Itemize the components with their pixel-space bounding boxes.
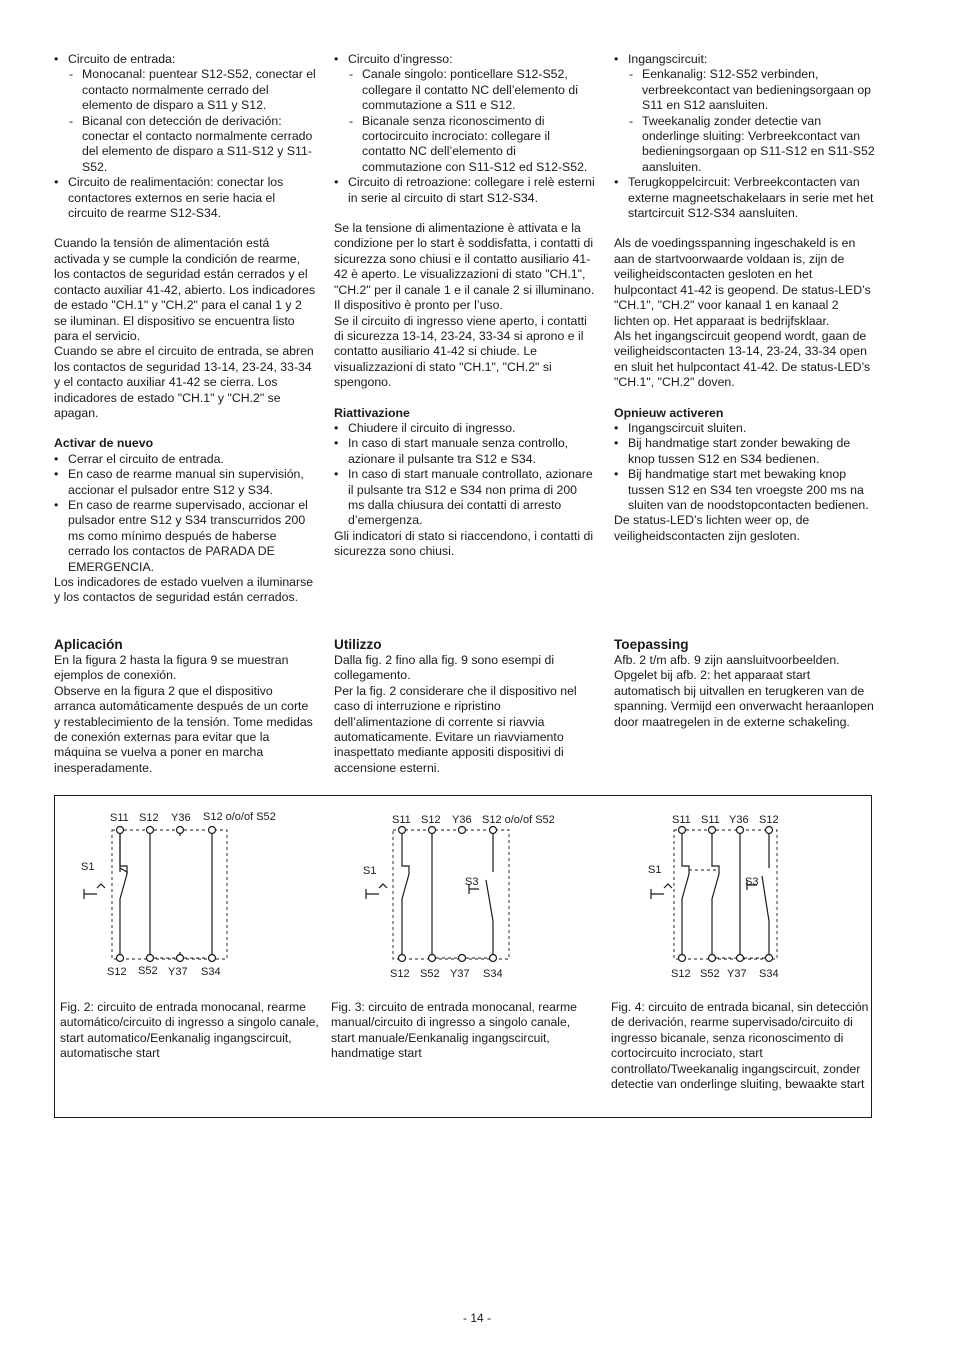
list-item: • Circuito d’ingresso: - Canale singolo: ponticellare S12-S52, collegare il contatto NC dell’elemento di commutazione a S11 e S12. - Bicanale senza riconoscimento di cortocircuito incrociato: collegare il contatto NC dell’elemento di commutazione con S11-S12 ed S12-S52. <box>334 52 596 175</box>
terminal-label: S34 <box>483 968 503 980</box>
input-circuit-list <box>614 52 876 221</box>
column-spanish <box>54 52 316 606</box>
wire <box>120 834 127 874</box>
terminal-label: S34 <box>759 968 779 980</box>
figures-box <box>54 795 872 1118</box>
input-circuit-list <box>54 52 316 221</box>
list-item: • In caso di start manuale controllato, azionare il pulsante tra S12 e S34 non prima di 200 ms dalla chiusura dei contatti di arresto d’emergenza. <box>334 467 596 529</box>
list-item: • Ingangscircuit: - Eenkanalig: S12-S52 verbinden, verbreekcontact van bedieningsorgaan op S11 en S12 aansluiten. - Tweekanalig zonder detectie van onderlinge sluiting: Verbreekcontact van bedieningsorgaan op S11-S12 en S11-S52 aansluiten. <box>614 52 876 175</box>
list-item: • Terugkoppelcircuit: Verbreekcontacten van externe magneetschakelaars in serie met het startcircuit S12-S34 aansluiten. <box>614 175 876 221</box>
terminal-label: Y36 <box>452 814 472 826</box>
terminal-circle <box>766 955 773 962</box>
terminal-circle <box>147 827 154 834</box>
restart-heading: Activar de nuevo <box>54 436 154 451</box>
switch-label: S3 <box>745 876 759 888</box>
s1-actuator <box>366 884 387 899</box>
figure-caption: Fig. 3: circuito de entrada monocanal, rearme manual/circuito di ingresso a singolo canale, start manuale/Eenkanalig ingangscircuit, handmatige start <box>331 1000 577 1061</box>
paragraph: De status-LED’s lichten weer op, de veiligheidscontacten zijn gesloten. <box>614 513 810 543</box>
list-item: - Canale singolo: ponticellare S12-S52, collegare il contatto NC dell’elemento di commutazione a S11 e S12. <box>348 67 596 113</box>
terminal-label: S12 <box>759 814 779 826</box>
switch-contact <box>712 834 719 954</box>
terminal-label: Y37 <box>450 968 470 980</box>
paragraph: Per la fig. 2 considerare che il dispositivo nel caso di interruzione e ripristino dell’alimentazione di corrente si riavvia automaticamente. Evitare un riavviamento inaspettato mediante appositi dispositivi di accensione esterni. <box>334 683 577 775</box>
restart-heading: Riattivazione <box>334 405 410 420</box>
application-section-dutch <box>614 637 876 730</box>
terminal-circle <box>459 955 466 962</box>
section-heading: Aplicación <box>54 637 123 652</box>
list-item: - Eenkanalig: S12-S52 verbinden, verbreekcontact van bedieningsorgaan op S11 en S12 aansluiten. <box>628 67 876 113</box>
figure-caption: Fig. 4: circuito de entrada bicanal, sin detección de derivación, rearme supervisado/circuito di ingresso bicanale, senza riconoscimento di cortocircuito incrociato, start controllato/Tweekanalig ingangscircuit, zonder detectie van onderlinge sluiting, bewaakte start <box>611 1000 869 1092</box>
page-number: - 14 - <box>462 1311 491 1325</box>
list-item: • Bij handmatige start met bewaking knop tussen S12 en S34 ten vroegste 200 ms na sluiten van de noodstopcontacten bedienen. <box>614 467 876 513</box>
terminal-label: S52 <box>700 968 720 980</box>
paragraph: Als de voedingsspanning ingeschakeld is en aan de startvoorwaarde voldaan is, zijn de veiligheidscontacten gesloten en het hulpcontact 41-42 is geopend. De status-LED’s "CH.1", "CH.2" voor kanaal 1 en kanaal 2 lichten op. Het apparaat is bedrijfsklaar. <box>614 236 871 328</box>
figure-caption: Fig. 2: circuito de entrada monocanal, rearme automático/circuito di ingresso a singolo canale, start automatico/Eenkanalig ingangscircuit, automatische start <box>60 1000 319 1061</box>
terminal-circle <box>490 955 497 962</box>
paragraph: Se la tensione di alimentazione è attivata e la condizione per lo start è soddisfatta, i contatti di sicurezza sono chiusi e il contatto ausiliario 41-42 è aperto. Le visualizzazioni di stato "CH.1", "CH.2" per il canale 1 e il canale 2 si illuminano. Il dispositivo è pronto per l’uso. <box>334 221 595 313</box>
terminal-circle <box>709 827 716 834</box>
restart-list <box>54 452 316 575</box>
list-item: - Bicanale senza riconoscimento di cortocircuito incrociato: collegare il contatto NC dell’elemento di commutazione con S11-S12 ed S12-S52. <box>348 114 596 176</box>
list-item: - Bicanal con detección de derivación: conectar el contacto normalmente cerrado del elemento de disparo a S11-S12 y S11-S52. <box>68 114 316 176</box>
terminal-circle <box>399 955 406 962</box>
terminal-label: S52 <box>420 968 440 980</box>
terminal-label: Y36 <box>729 814 749 826</box>
restart-list <box>334 421 596 529</box>
terminal-circle <box>459 827 466 834</box>
switch-label: S1 <box>648 864 662 876</box>
paragraph: Se il circuito di ingresso viene aperto, i contatti di sicurezza 13-14, 23-24, 33-34 si aprono e il contatto ausiliario 41-42 si chiude. Le visualizzazioni di stato "CH.1", "CH.2" si spengono. <box>334 313 587 390</box>
terminal-label: S12 <box>390 968 410 980</box>
list-item: - Monocanal: puentear S12-S52, conectar el contacto normalmente cerrado del elemento de disparo a S11 y S12. <box>68 67 316 113</box>
application-section-italian <box>334 637 596 776</box>
fig3-diagram <box>366 827 509 962</box>
terminal-label: S12 o/o/of S52 <box>203 811 276 823</box>
terminal-circle <box>209 827 216 834</box>
fig4-device-outline <box>674 830 777 959</box>
switch-contact <box>120 874 127 954</box>
fig2-device-outline <box>112 830 227 959</box>
paragraph: Gli indicatori di stato si riaccendono, i contatti di sicurezza sono chiusi. <box>334 528 594 559</box>
list-item: • Circuito di retroazione: collegare i relè esterni in serie al circuito di start S12-S34. <box>334 175 596 206</box>
terminal-circle <box>679 955 686 962</box>
switch-label: S1 <box>363 865 377 877</box>
restart-list <box>614 421 876 513</box>
input-circuit-list <box>334 52 596 206</box>
terminal-label: S11 <box>392 814 411 826</box>
list-item: • Ingangscircuit sluiten. <box>614 421 876 436</box>
terminal-circle <box>709 955 716 962</box>
paragraph: Cuando la tensión de alimentación está activada y se cumple la condición de rearme, los contactos de seguridad están cerrados y el contacto auxiliar 41-42, abierto. Los indicadores de estado "CH.1" y "CH.2" para el canal 1 y 2 se iluminan. El dispositivo se encuentra listo para el servicio. <box>54 236 316 343</box>
list-item: • Circuito de realimentación: conectar los contactores externos en serie hacia el circuito de rearme S12-S34. <box>54 175 316 221</box>
paragraph: Opgelet bij afb. 2: het apparaat start automatisch bij uitvallen en terugkeren van de spanning. Vermijd een onverwacht heraanlopen door maatregelen in de externe schakeling. <box>614 668 874 729</box>
terminal-circle <box>429 827 436 834</box>
s1-actuator <box>84 884 105 899</box>
terminal-circle <box>209 955 216 962</box>
s3-contact <box>486 834 493 954</box>
terminal-circle <box>766 827 773 834</box>
paragraph: Dalla fig. 2 fino alla fig. 9 sono esempi di collegamento. <box>334 653 555 683</box>
paragraph: En la figura 2 hasta la figura 9 se muestran ejemplos de conexión. <box>54 653 289 683</box>
fig4-diagram <box>651 827 777 962</box>
terminal-label: S12 <box>107 966 127 978</box>
column-dutch <box>614 52 876 544</box>
column-italian <box>334 52 596 560</box>
switch-contact <box>402 834 409 954</box>
terminal-label: S11 <box>672 814 691 826</box>
terminal-circle <box>429 955 436 962</box>
terminal-circle <box>147 955 154 962</box>
s1-actuator <box>651 884 672 899</box>
paragraph: Afb. 2 t/m afb. 9 zijn aansluitvoorbeelden. <box>614 653 840 667</box>
terminal-label: S12 <box>671 968 691 980</box>
paragraph: Los indicadores de estado vuelven a iluminarse y los contactos de seguridad están cerrados. <box>54 575 314 605</box>
switch-contact <box>682 834 689 954</box>
terminal-label: S12 <box>421 814 441 826</box>
terminal-circle <box>399 827 406 834</box>
list-item: • Bij handmatige start zonder bewaking de knop tussen S12 en S34 bedienen. <box>614 436 876 467</box>
section-heading: Toepassing <box>614 637 689 652</box>
fig3-device-outline <box>393 830 509 959</box>
terminal-circle <box>117 955 124 962</box>
terminal-circle <box>177 955 184 962</box>
application-section-spanish <box>54 637 316 776</box>
terminal-circle <box>737 955 744 962</box>
terminal-label: S11 <box>701 814 720 826</box>
section-heading: Utilizzo <box>334 637 382 652</box>
switch-label: S1 <box>81 861 95 873</box>
terminal-circle <box>490 827 497 834</box>
terminal-label: S12 <box>139 812 159 824</box>
paragraph: Als het ingangscircuit geopend wordt, gaan de veiligheidscontacten 13-14, 23-24, 33-34 open en sluit het hulpcontact 41-42. De status-LED’s "CH.1", "CH.2" doven. <box>614 328 871 390</box>
paragraph: Observe en la figura 2 que el dispositivo arranca automáticamente después de un corte y restablecimiento de la tensión. Tome medidas de conexión externas para evitar que la máquina se vuelva a poner en marcha inesperadamente. <box>54 683 313 775</box>
terminal-label: Y37 <box>727 968 747 980</box>
list-item: • En caso de rearme supervisado, accionar el pulsador entre S12 y S34 transcurridos 200 ms como mínimo después de haberse cerrado los contactos de PARADA DE EMERGENCIA. <box>54 498 316 575</box>
paragraph: Cuando se abre el circuito de entrada, se abren los contactos de seguridad 13-14, 23-24, 33-34 y el contacto auxiliar 41-42 se cierra. Los indicadores de estado "CH.1" y "CH.2" se apagan. <box>54 344 314 420</box>
switch-label: S3 <box>465 876 479 888</box>
list-item: • In caso di start manuale senza controllo, azionare il pulsante tra S12 e S34. <box>334 436 596 467</box>
list-item: • En caso de rearme manual sin supervisión, accionar el pulsador entre S12 y S34. <box>54 467 316 498</box>
terminal-label: S34 <box>201 966 221 978</box>
list-item: • Cerrar el circuito de entrada. <box>54 452 316 467</box>
terminal-label: S11 <box>110 812 129 824</box>
fig2-diagram <box>84 827 227 962</box>
s3-contact <box>762 876 769 954</box>
terminal-label: Y36 <box>171 812 191 824</box>
restart-heading: Opnieuw activeren <box>614 405 724 420</box>
list-item: - Tweekanalig zonder detectie van onderlinge sluiting: Verbreekcontact van bedieningsorgaan op S11-S12 en S11-S52 aansluiten. <box>628 114 876 176</box>
list-item: • Chiudere il circuito di ingresso. <box>334 421 596 436</box>
terminal-circle <box>737 827 744 834</box>
terminal-label: Y37 <box>168 966 188 978</box>
terminal-label: S12 o/o/of S52 <box>482 814 555 826</box>
terminal-label: S52 <box>138 965 158 977</box>
terminal-circle <box>177 827 184 834</box>
list-item: • Circuito de entrada: - Monocanal: puentear S12-S52, conectar el contacto normalmente cerrado del elemento de disparo a S11 y S12. - Bicanal con detección de derivación: conectar el contacto normalmente cerrado del elemento de disparo a S11-S12 y S11-S52. <box>54 52 316 175</box>
terminal-circle <box>679 827 686 834</box>
terminal-circle <box>117 827 124 834</box>
